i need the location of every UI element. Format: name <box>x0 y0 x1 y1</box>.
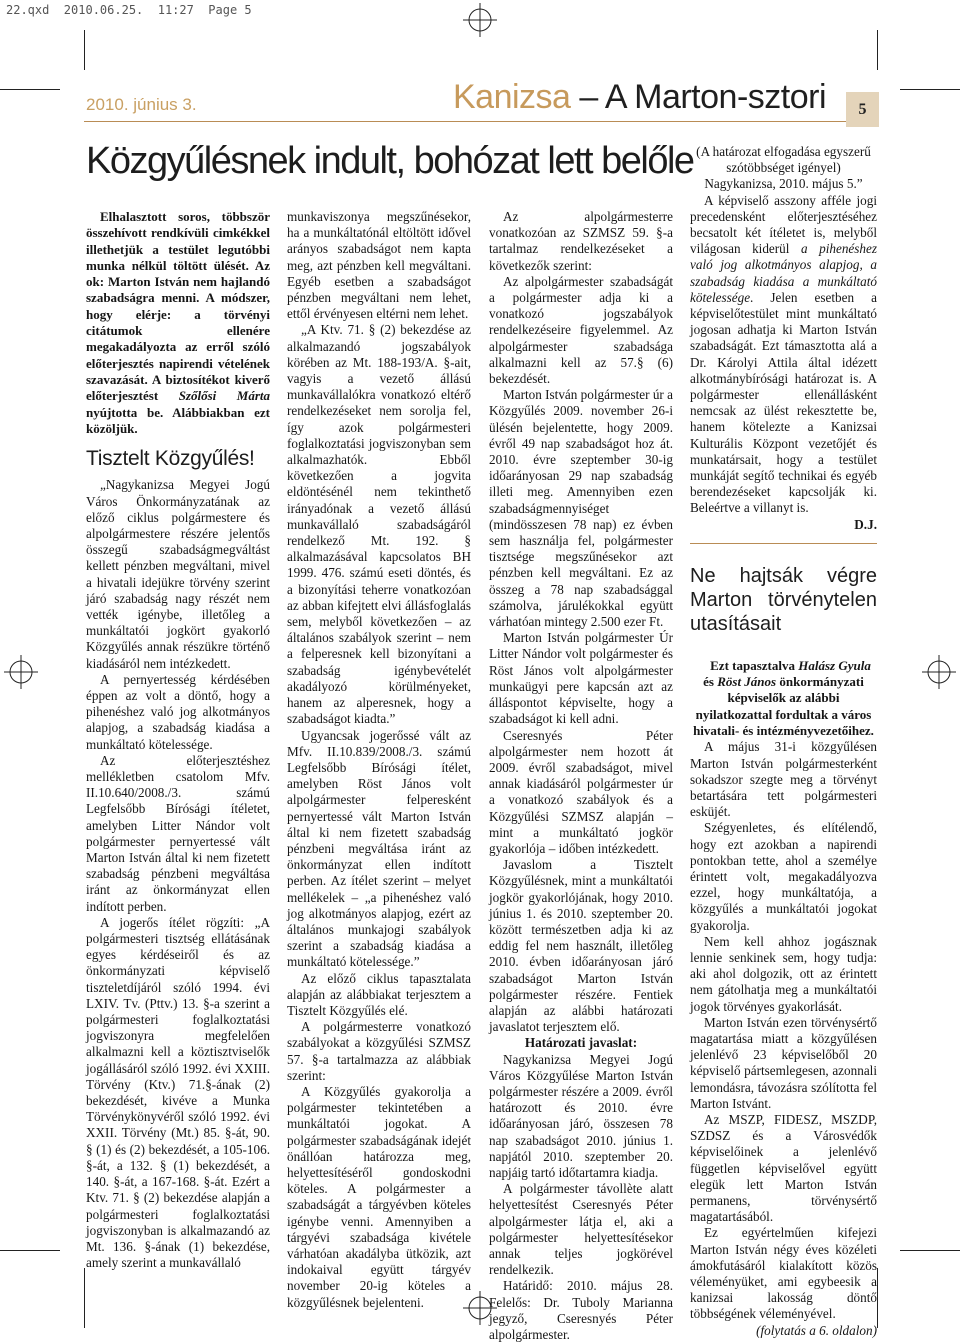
salutation-heading: Tisztelt Közgyűlés! <box>86 447 255 471</box>
section-title-part2: – A Marton-sztori <box>570 78 826 116</box>
lead-author: Szőlősi Márta <box>178 388 270 404</box>
paragraph: munkaviszonya megszűnésekor, ha a munkáltatónál eltöltött idővel arányos szabadságot nem kapta meg, azt pénzben kell megváltani. Egyéb esetben a szabadságot pénzben megváltani nem lehet, ettől érvényesen eltérni nem lehet. <box>287 209 471 322</box>
paragraph: Nagykanizsa Megyei Jogú Város Közgyűlése Marton István polgármester részére a 2009. évről határozott és 2010. évre időarányosan járó, összesen 78 nap szabadságot 2010. június 1. napjától 2010. szeptember 20. napjáig tartó időtartamra kiadja. <box>489 1051 673 1180</box>
lead-text-end: nyújtotta be. Alábbiakban ezt közöljük. <box>86 404 270 436</box>
registration-mark-icon <box>463 3 497 37</box>
lead-name: Halász Gyula <box>798 657 871 673</box>
article-lead <box>86 209 270 437</box>
paragraph: A Közgyűlés gyakorolja a polgármester tekintetében a munkáltatói jogokat. A polgármester szabadságának idejét önállóan határozza meg, helyettesítéséről gondoskodni köteles. A polgármester a szabadságát a tárgyévben köteles igénybe venni. Amennyiben a tárgyévi szabadsága kivétele várhatóan akadályba ütközik, azt indokaival együtt tárgyév november 20-ig köteles a közgyűlésnek bejelenteni. <box>287 1083 471 1310</box>
paragraph: A polgármester távollète alatt helyettesítést Cseresnyés Péter alpolgármester látja el, aki a polgármester helyettesítésekor annak teljes jogkörével rendelkezik. <box>489 1181 673 1278</box>
lead-name: Röst János <box>717 674 777 690</box>
paragraph: Marton István polgármester Úr Litter Nándor volt polgármester és Röst János volt alpolgármester munkaügyi pere kapcsán azt az álláspontot képviselte, hogy a szabadságot ki kell adni. <box>489 630 673 727</box>
column-4 <box>690 144 877 1339</box>
author-signature: D.J. <box>854 516 877 532</box>
paragraph: Nem kell ahhoz jogásznak lennie senkinek sem, hogy tudja: aki ahol dolgozik, ott az érintett nem gátolhatja meg a munkáltatói jogok törvényes gyakorlását. <box>690 933 877 1014</box>
registration-mark-icon <box>4 655 38 689</box>
paragraph: A pernyertesség kérdésében éppen az volt a döntő, hogy a pihenéshez való jog alkotmányos alapjog, a szabadság kiadása a munkáltató kötelessége. <box>86 671 270 752</box>
article-headline: Közgyűlésnek indult, bohózat lett belőle <box>86 140 694 182</box>
continued-note: (folytatás a 6. oldalon) <box>756 1322 877 1338</box>
paragraph <box>690 193 877 517</box>
paragraph: Ez egyértelműen kifejezi Marton István négy éves közéleti ámokfutásáról kialakított közös véleményüket, ami egybeesik a kanizsai lakosság döntő többségének véleményével. <box>690 1225 877 1322</box>
paragraph: Szégyenletes, és elítélendő, hogy ezt azokban a napirendi pontokban tette, ahol a személye érintett volt, megakadályozva ezzel, hogy munkáltatója, a közgyűlés a munkáltatói jogokat gyakorolja. <box>690 820 877 933</box>
paragraph: Az alpolgármesterre vonatkozóan az SZMSZ 59. §-a tartalmaz rendelkezéseket a következők szerint: <box>489 209 673 273</box>
paragraph: Javaslom a Tisztelt Közgyűlésnek, mint a munkáltatói jogkör gyakorlójának, hogy 2010. június 1. és 2010. szeptember 20. között természetben adja ki az eddig fel nem használt, illetőleg 2010. évben időarányosan járó szabadságot Marton István polgármester részére. Fentiek alapján az alábbi határozati javaslatot terjesztem elő. <box>489 857 673 1035</box>
section-title-part1: Kanizsa <box>452 78 571 116</box>
column-1 <box>86 209 270 1271</box>
paragraph: Marton István polgármester úr a Közgyűlés 2009. november 26-i ülésén bejelentette, hogy 2009. évről 49 nap szabadságot hoz át. 2010. évre szeptember 30-ig időarányosan 29 nap szabadság illeti meg. Amennyiben ezen szabadságmennyiséget (mindösszesen 78 nap) ez évben sem használja fel, polgármester tisztsége megszűnésekor azt pénzben kell megváltani. Ez az összeg a 78 nap szabadsággal számolva, járulékokkal együtt várhatóan mintegy 2.500 ezer Ft. <box>489 387 673 630</box>
paragraph: A május 31-i közgyűlésen Marton István polgármesterként sokadszor szegte meg a törvényt betartására tett polgármesteri esküjét. <box>690 739 877 820</box>
article2-lead <box>690 658 877 739</box>
lead-text: önkormányzati képviselők az alábbi nyilatkozattal fordultak a város hivatali- és intézményvezetőihez. <box>693 674 874 739</box>
paragraph: A polgármesterre vonatkozó szabályokat a közgyűlési SZMSZ 57. §-a tartalmazza az alábbiak szerint: <box>287 1019 471 1083</box>
lead-text: Elhalasztott soros, többször összehívott rendkívüli cimkékkel illethetjük a testület legutóbbi munka nélkül töltött ülését. Az ok: Marton István nem hajlandó szabadságra menni. A módszer, hogy elérje: a törvényi citátumok ellenére megakadályozta az erről szóló előterjesztés napirendi vételének szavazását. A biztosítékot kiverő előterjesztést <box>86 209 270 404</box>
paragraph: Az előterjesztéshez mellékletben csatolom Mfv. II.10.640/2008./3. számú Legfelsőbb Bírósági ítéletet, amelyben Litter Nándor volt polgármester pernyertessé vált Marton István által ki nem fizetett szabadság pénzbeni megváltása iránt az önkormányzat ellen indított perben. <box>86 752 270 914</box>
article2-headline: Ne hajtsák végre Marton törvénytelen utasításait <box>690 564 877 635</box>
page-number: 5 <box>846 92 879 127</box>
lead-text: és <box>703 674 718 690</box>
paragraph: Az előző ciklus tapasztalata alapján az alábbiakat terjesztem a Tisztelt Közgyűlés elé. <box>287 970 471 1018</box>
paragraph: Az alpolgármester szabadságát a polgármester adja ki a vonatkozó jogszabályok rendelkezéseire figyelemmel. Az alpolgármester szabadsága alkalmazni kell az 57.§ (6) bekezdését. <box>489 273 673 387</box>
paragraph: Az MSZP, FIDESZ, MSZDP, SZDSZ és a Városvédők képviselőinek a jelenlévő független képviselővel együtt elegük lett Marton István permanens, törvénysértő magatartásából. <box>690 1112 877 1225</box>
lead-text: Ezt tapasztalva <box>710 657 799 673</box>
paragraph: Határidő: 2010. május 28. Felelős: Dr. Tuboly Marianna jegyző, Cseresnyés Péter alpolgármester. <box>489 1278 673 1343</box>
print-slug: 22.qxd 2010.06.25. 11:27 Page 5 <box>6 3 252 17</box>
text-span-italic: a pihenéshez való jog alkotmányos alapjog, a szabadság kiadása a munkáltató kötelessége <box>690 241 877 305</box>
header-rule <box>84 121 846 122</box>
resolution-heading: Határozati javaslat: <box>524 1035 638 1051</box>
text-span: . Jelen esetben a képviselőtestület mint munkáltató jogosan adhatja ki Marton István szabadságát. Ezt támasztotta alá a Dr. Károlyi Attila által idézett alkotmánybírósági határozat is. A polgármester ellenállásként nemcsak az ülést rekesztette be, hanem kötelezte a Kanizsai Kulturális Központ vezetőjét és munkatársait, hogy a testület munkáját segítő technikai és egyéb berendezéseket kapcsolják ki. Beleértve a villanyt is. <box>690 289 877 516</box>
registration-mark-icon <box>922 655 956 689</box>
column-3 <box>489 209 673 1343</box>
paragraph: „Nagykanizsa Megyei Jogú Város Önkormányzatának az előző ciklus polgármestere és alpolgármestere részére jelentős összegű szabadságmegváltást kellett pénzben megváltani, mivel a hivatali idejükre törvény szerint járó szabadság nagy részét nem vették igénybe, illetőleg a munkáltatói jogkört gyakorló Közgyűlés annak részükre történő kiadásáról nem intézkedett. <box>86 477 270 671</box>
issue-date: 2010. június 3. <box>86 95 197 114</box>
paragraph: A jogerős ítélet rögzíti: „A polgármesteri tisztség ellátásának egyes kérdéseiről és az önkormányzati képviselő tiszteletdíjáról szóló 1994. évi LXIV. Tv. (Pttv.) 13. §-a szerint a polgármesteri foglalkoztatási jogviszonyra megfelelően alkalmazni kell a köztisztviselők jogállásáról szóló 1992. évi XXIII. Törvény (Ktv.) 71.§-ának (2) bekezdését, kivéve a Munka Törvénykönyvéről szóló 1992. évi XXII. Törvény (Mt.) 85. §-át, 90. § (1) és (2) bekezdését, a 105-106. §-át, a 132. § (1) bekezdését, a 140. §-át, a 167-168. §-át. Ezért a Ktv. 71. § (2) bekezdése alapján a polgármesteri foglalkoztatási jogviszonyban is alkalmazandó az Mt. 136. §-ának (1) bekezdése, amely szerint a munkavállaló <box>86 914 270 1271</box>
paragraph: Marton István ezen törvénysértő magatartása miatt a közgyűlésen jelenlévő 23 képviselőből 20 képviselő pártsemlegesen, azonnali lemondásra, távozásra szólította fel Marton Istvánt. <box>690 1014 877 1111</box>
paragraph: Ugyancsak jogerőssé vált az Mfv. II.10.839/2008./3. számú Legfelsőbb Bírósági ítélet, amelyben Röst János volt alpolgármester felperesként pernyertessé vált Marton István által ki nem fizetett szabadság pénzbeni megváltása iránt az önkormányzat ellen indított perben. Az ítélet szerint – melyet mellékelek – „a pihenéshez való jog alkotmányos alapjog, ezért az általános munkajogi szabályok szerint a szabadság kiadása a munkáltató kötelessége.” <box>287 727 471 970</box>
paragraph: (A határozat elfogadása egyszerű szótöbbséget igényel) <box>696 144 871 176</box>
column-2 <box>287 209 471 1311</box>
paragraph: Cseresnyés Péter alpolgármester nem hozott át 2009. évről szabadságot, mivel annak kiadásáról polgármester úr a vonatkozó szabályok és a Közgyűlési SZMSZ alapján – mint a munkáltató jogkör gyakorlója – időben intézkedett. <box>489 727 673 856</box>
text-span: A képviselő asszony afféle jogi precedensként előterjesztéséhez becsatolt két ítéletet is, melyből világosan kiderül <box>690 192 877 257</box>
section-title <box>453 78 826 117</box>
paragraph: Nagykanizsa, 2010. május 5.” <box>704 176 863 192</box>
paragraph: „A Ktv. 71. § (2) bekezdése az alkalmazandó jogszabályok körében az Mt. 188-193/A. §-ait, vagyis a vezető állású munkavállalókra vonatkozó eltérő rendelkezéseket nem sorolja fel, így azok polgármesteri foglalkoztatási jogviszonyban sem alkalmazhatók. Ebből következően a jogvita eldöntésénél nem tekinthető irányadónak a vezető állású munkavállaló szabadságáról rendelkező Mt. 192. § alkalmazásával kapcsolatos BH 1999. 476. számú eseti döntés, és a bizonyítási teherre vonatkozóan az abban kifejtett elvi állásfoglalás sem, melyből következően – az általános szabályok szerint – nem a felperesnek kell bizonyítani a szabadság igénybevételét akadályozó körülményeket, hanem az alperesnek, hogy a szabadságot kiadta.” <box>287 322 471 727</box>
article-separator <box>690 543 877 544</box>
